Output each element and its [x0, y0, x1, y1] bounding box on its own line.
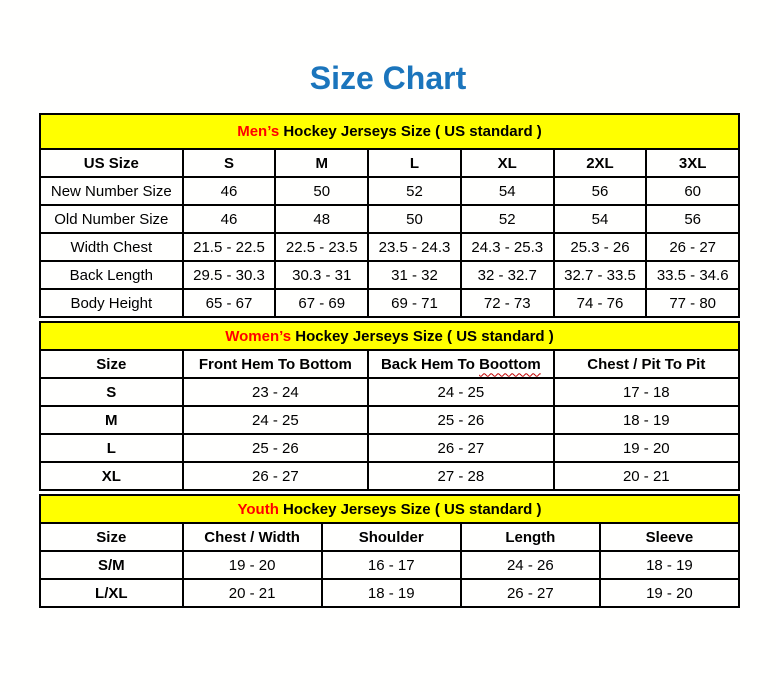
youth-col-shoulder: Shoulder	[322, 523, 461, 551]
cell-value: 74 - 76	[554, 289, 647, 317]
womens-section-title: Hockey Jerseys Size ( US standard )	[295, 327, 554, 345]
table-row	[40, 378, 739, 406]
cell-value: 21.5 - 22.5	[183, 233, 276, 261]
cell-value: 72 - 73	[461, 289, 554, 317]
womens-section-header	[40, 322, 739, 350]
mens-section-header	[40, 114, 739, 149]
cell-value: 32.7 - 33.5	[554, 261, 647, 289]
cell-value: 18 - 19	[322, 579, 461, 607]
table-row	[40, 177, 739, 205]
youth-size-table	[39, 494, 740, 608]
table-row	[40, 579, 739, 607]
cell-value: 31 - 32	[368, 261, 461, 289]
cell-value: 67 - 69	[275, 289, 368, 317]
mens-col-m: M	[275, 149, 368, 177]
cell-value: 33.5 - 34.6	[646, 261, 739, 289]
womens-col-front-hem: Front Hem To Bottom	[183, 350, 369, 378]
size-label: S	[40, 378, 183, 406]
table-row	[40, 233, 739, 261]
cell-value: 19 - 20	[600, 579, 739, 607]
youth-column-header-row	[40, 523, 739, 551]
mens-col-3xl: 3XL	[646, 149, 739, 177]
womens-col-size: Size	[40, 350, 183, 378]
cell-value: 60	[646, 177, 739, 205]
womens-column-header-row	[40, 350, 739, 378]
cell-value: 23.5 - 24.3	[368, 233, 461, 261]
womens-section-row	[40, 322, 739, 350]
row-label: Body Height	[40, 289, 183, 317]
back-hem-typo-word: Boottom	[479, 355, 541, 373]
size-label: XL	[40, 462, 183, 490]
table-row	[40, 434, 739, 462]
cell-value: 18 - 19	[554, 406, 739, 434]
mens-col-l: L	[368, 149, 461, 177]
mens-col-us-size: US Size	[40, 149, 183, 177]
mens-section-row	[40, 114, 739, 149]
cell-value: 48	[275, 205, 368, 233]
row-label: Width Chest	[40, 233, 183, 261]
cell-value: 20 - 21	[554, 462, 739, 490]
youth-col-chest-width: Chest / Width	[183, 523, 322, 551]
cell-value: 52	[461, 205, 554, 233]
cell-value: 27 - 28	[368, 462, 554, 490]
cell-value: 54	[554, 205, 647, 233]
cell-value: 18 - 19	[600, 551, 739, 579]
cell-value: 17 - 18	[554, 378, 739, 406]
cell-value: 16 - 17	[322, 551, 461, 579]
cell-value: 26 - 27	[183, 462, 369, 490]
table-row	[40, 289, 739, 317]
cell-value: 26 - 27	[646, 233, 739, 261]
table-row	[40, 551, 739, 579]
youth-col-sleeve: Sleeve	[600, 523, 739, 551]
mens-col-xl: XL	[461, 149, 554, 177]
mens-size-table	[39, 113, 740, 318]
womens-section-accent: Women’s	[225, 327, 292, 345]
cell-value: 22.5 - 23.5	[275, 233, 368, 261]
mens-section-accent: Men’s	[237, 123, 280, 140]
womens-size-table	[39, 321, 740, 491]
youth-section-row	[40, 495, 739, 523]
page-title: Size Chart	[309, 60, 467, 96]
youth-section-header	[40, 495, 739, 523]
cell-value: 69 - 71	[368, 289, 461, 317]
cell-value: 24.3 - 25.3	[461, 233, 554, 261]
womens-col-back-hem	[368, 350, 554, 378]
mens-col-s: S	[183, 149, 276, 177]
youth-col-length: Length	[461, 523, 600, 551]
cell-value: 30.3 - 31	[275, 261, 368, 289]
mens-section-title: Hockey Jerseys Size ( US standard )	[283, 123, 542, 140]
cell-value: 26 - 27	[368, 434, 554, 462]
mens-col-2xl: 2XL	[554, 149, 647, 177]
cell-value: 32 - 32.7	[461, 261, 554, 289]
table-row	[40, 406, 739, 434]
size-label: L	[40, 434, 183, 462]
row-label: New Number Size	[40, 177, 183, 205]
tables-container	[39, 113, 740, 608]
cell-value: 25 - 26	[368, 406, 554, 434]
cell-value: 29.5 - 30.3	[183, 261, 276, 289]
size-label: M	[40, 406, 183, 434]
cell-value: 19 - 20	[183, 551, 322, 579]
mens-column-header-row	[40, 149, 739, 177]
youth-section-title: Hockey Jerseys Size ( US standard )	[283, 500, 542, 518]
cell-value: 56	[646, 205, 739, 233]
size-label: S/M	[40, 551, 183, 579]
table-row	[40, 205, 739, 233]
cell-value: 25 - 26	[183, 434, 369, 462]
row-label: Old Number Size	[40, 205, 183, 233]
cell-value: 54	[461, 177, 554, 205]
cell-value: 24 - 25	[183, 406, 369, 434]
size-label: L/XL	[40, 579, 183, 607]
cell-value: 50	[275, 177, 368, 205]
cell-value: 50	[368, 205, 461, 233]
cell-value: 23 - 24	[183, 378, 369, 406]
back-hem-label: Back Hem To	[380, 355, 475, 373]
cell-value: 24 - 25	[368, 378, 554, 406]
cell-value: 19 - 20	[554, 434, 739, 462]
cell-value: 24 - 26	[461, 551, 600, 579]
cell-value: 77 - 80	[646, 289, 739, 317]
cell-value: 46	[183, 205, 276, 233]
cell-value: 52	[368, 177, 461, 205]
cell-value: 46	[183, 177, 276, 205]
table-row	[40, 261, 739, 289]
table-row	[40, 462, 739, 490]
cell-value: 65 - 67	[183, 289, 276, 317]
youth-section-accent: Youth	[237, 500, 279, 518]
cell-value: 20 - 21	[183, 579, 322, 607]
cell-value: 56	[554, 177, 647, 205]
womens-col-chest: Chest / Pit To Pit	[554, 350, 739, 378]
youth-col-size: Size	[40, 523, 183, 551]
row-label: Back Length	[40, 261, 183, 289]
cell-value: 25.3 - 26	[554, 233, 647, 261]
cell-value: 26 - 27	[461, 579, 600, 607]
